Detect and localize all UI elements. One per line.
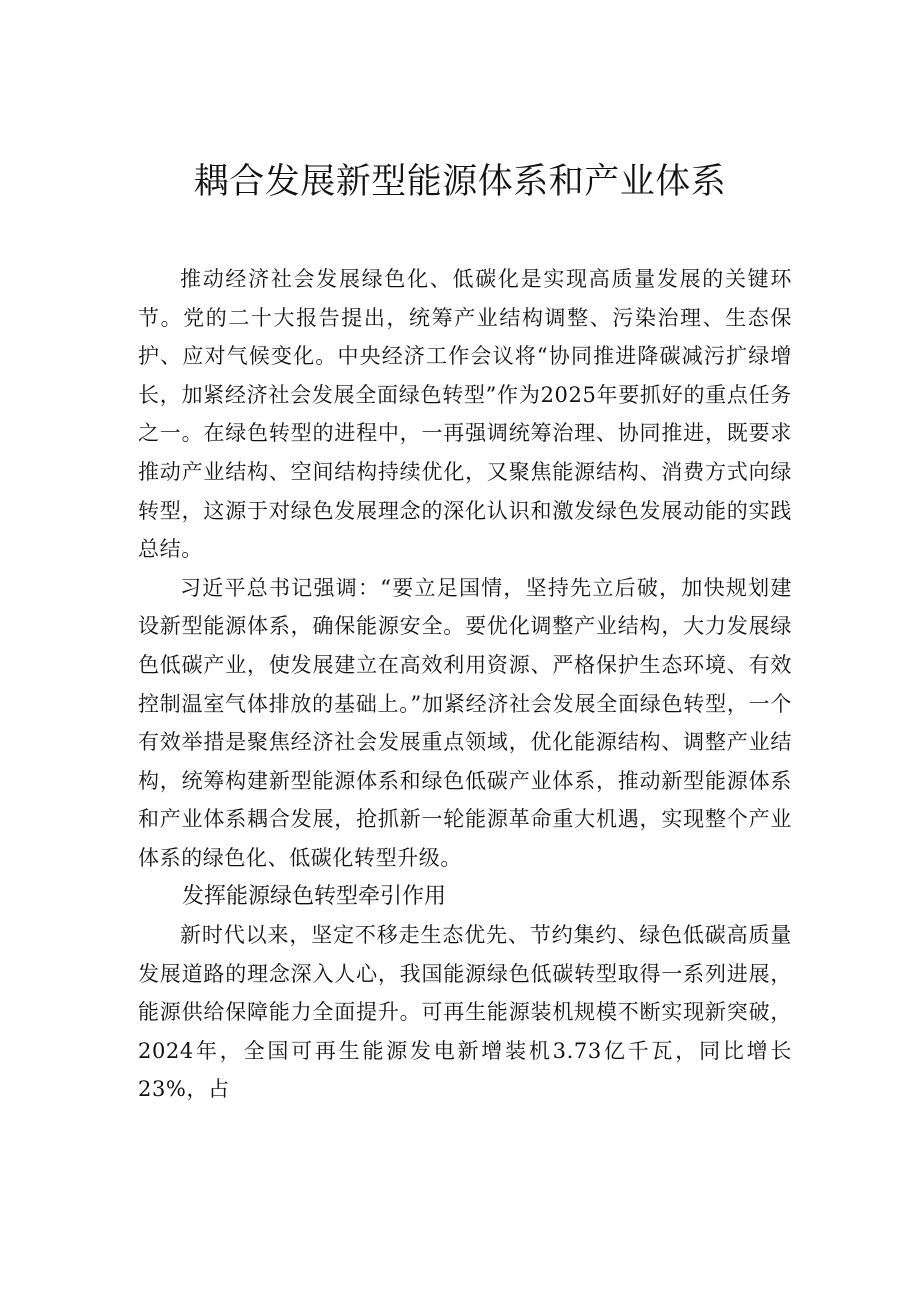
paragraph-1: 推动经济社会发展绿色化、低碳化是实现高质量发展的关键环节。党的二十大报告提出，统筹产业结构调整、污染治理、生态保护、应对气候变化。中央经济工作会议将“协同推进降碳减污扩绿增长，加紧经济社会发展全面绿色转型”作为2025年要抓好的重点任务之一。在绿色转型的进程中，一再强调统筹治理、协同推进，既要求推动产业结构、空间结构持续优化，又聚焦能源结构、消费方式向绿转型，这源于对绿色发展理念的深化认识和激发绿色发展动能的实践总结。 (138, 267, 792, 562)
paragraph-2: 习近平总书记强调：“要立足国情，坚持先立后破，加快规划建设新型能源体系，确保能源安全。要优化调整产业结构，大力发展绿色低碳产业，使发展建立在高效利用资源、严格保护生态环境、有效控制温室气体排放的基础上。”加紧经济社会发展全面绿色转型，一个有效举措是聚焦经济社会发展重点领域，优化能源结构、调整产业结构，统筹构建新型能源体系和绿色低碳产业体系，推动新型能源体系和产业体系耦合发展，抢抓新一轮能源革命重大机遇，实现整个产业体系的绿色化、低碳化转型升级。 (138, 575, 792, 870)
section-heading: 发挥能源绿色转型牵引作用 (182, 883, 447, 909)
document-title: 耦合发展新型能源体系和产业体系 (193, 162, 727, 202)
document-body (138, 260, 792, 1109)
paragraph-3: 新时代以来，坚定不移走生态优先、节约集约、绿色低碳高质量发展道路的理念深入人心，我国能源绿色低碳转型取得一系列进展，能源供给保障能力全面提升。可再生能源装机规模不断实现新突破，2024年，全国可再生能源发电新增装机3.73亿千瓦，同比增长23%，占 (138, 923, 792, 1102)
